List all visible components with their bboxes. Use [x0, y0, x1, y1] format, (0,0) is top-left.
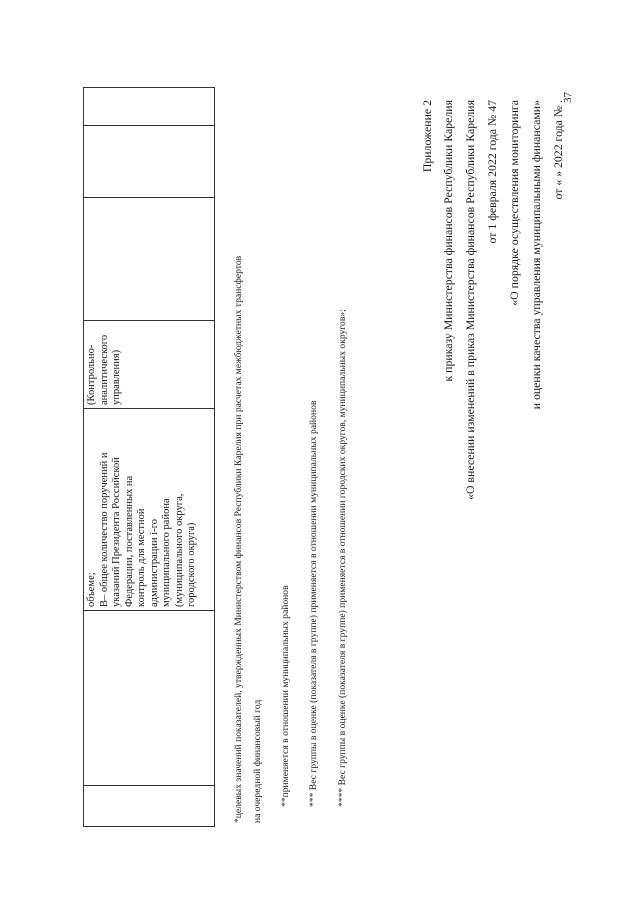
footnote-2: **применяется в отношении муниципальных районов [280, 585, 291, 807]
table-column-divider [84, 785, 214, 786]
table-column-divider [84, 408, 214, 409]
criterion-description-cell: объеме; B– общее количество поручений и указаний Президента Российской Федерации, поставленных на контроль для местной администрации i-го муниципального района (муниципального округа, городского округа) [86, 452, 197, 607]
table-column-divider [84, 125, 214, 126]
table-column-divider [84, 197, 214, 198]
appendix-order-title: «О порядке осуществления мониторинга [507, 100, 521, 306]
table-column-divider [84, 610, 214, 611]
page-number: 37 [562, 92, 574, 103]
appendix-order-title-2: и оценки качества управления муниципальными финансами» [529, 100, 543, 410]
table-column-divider [84, 320, 214, 321]
footnote-1-continued: на очередной финансовый год [252, 699, 263, 823]
footnote-1: *целевых значений показателей, утвержденных Министерством финансов Республики Карелия при расчетах межбюджетных трансфертов [233, 255, 244, 823]
source-department-cell: (Контрольно- аналитического управления) [86, 334, 122, 405]
appendix-amendment: «О внесении изменений в приказ Министерства финансов Республики Карелия [463, 100, 477, 500]
appendix-title: Приложение 2 [420, 100, 434, 173]
footnote-4: **** Вес группы в оценке (показателя в группе) применяется в отношении городских округов, муниципальных округов»; [337, 309, 348, 807]
footnote-3: *** Вес группы в оценке (показателя в группе) применяется в отношении муниципальных районов [308, 400, 319, 807]
appendix-date-number: от « » 2022 года № . [551, 100, 565, 200]
appendix-order-date: от 1 февраля 2022 года № 47 [485, 100, 499, 244]
criteria-table-fragment [83, 87, 215, 827]
appendix-order-ref: к приказу Министерства финансов Республики Карелия [441, 100, 455, 382]
